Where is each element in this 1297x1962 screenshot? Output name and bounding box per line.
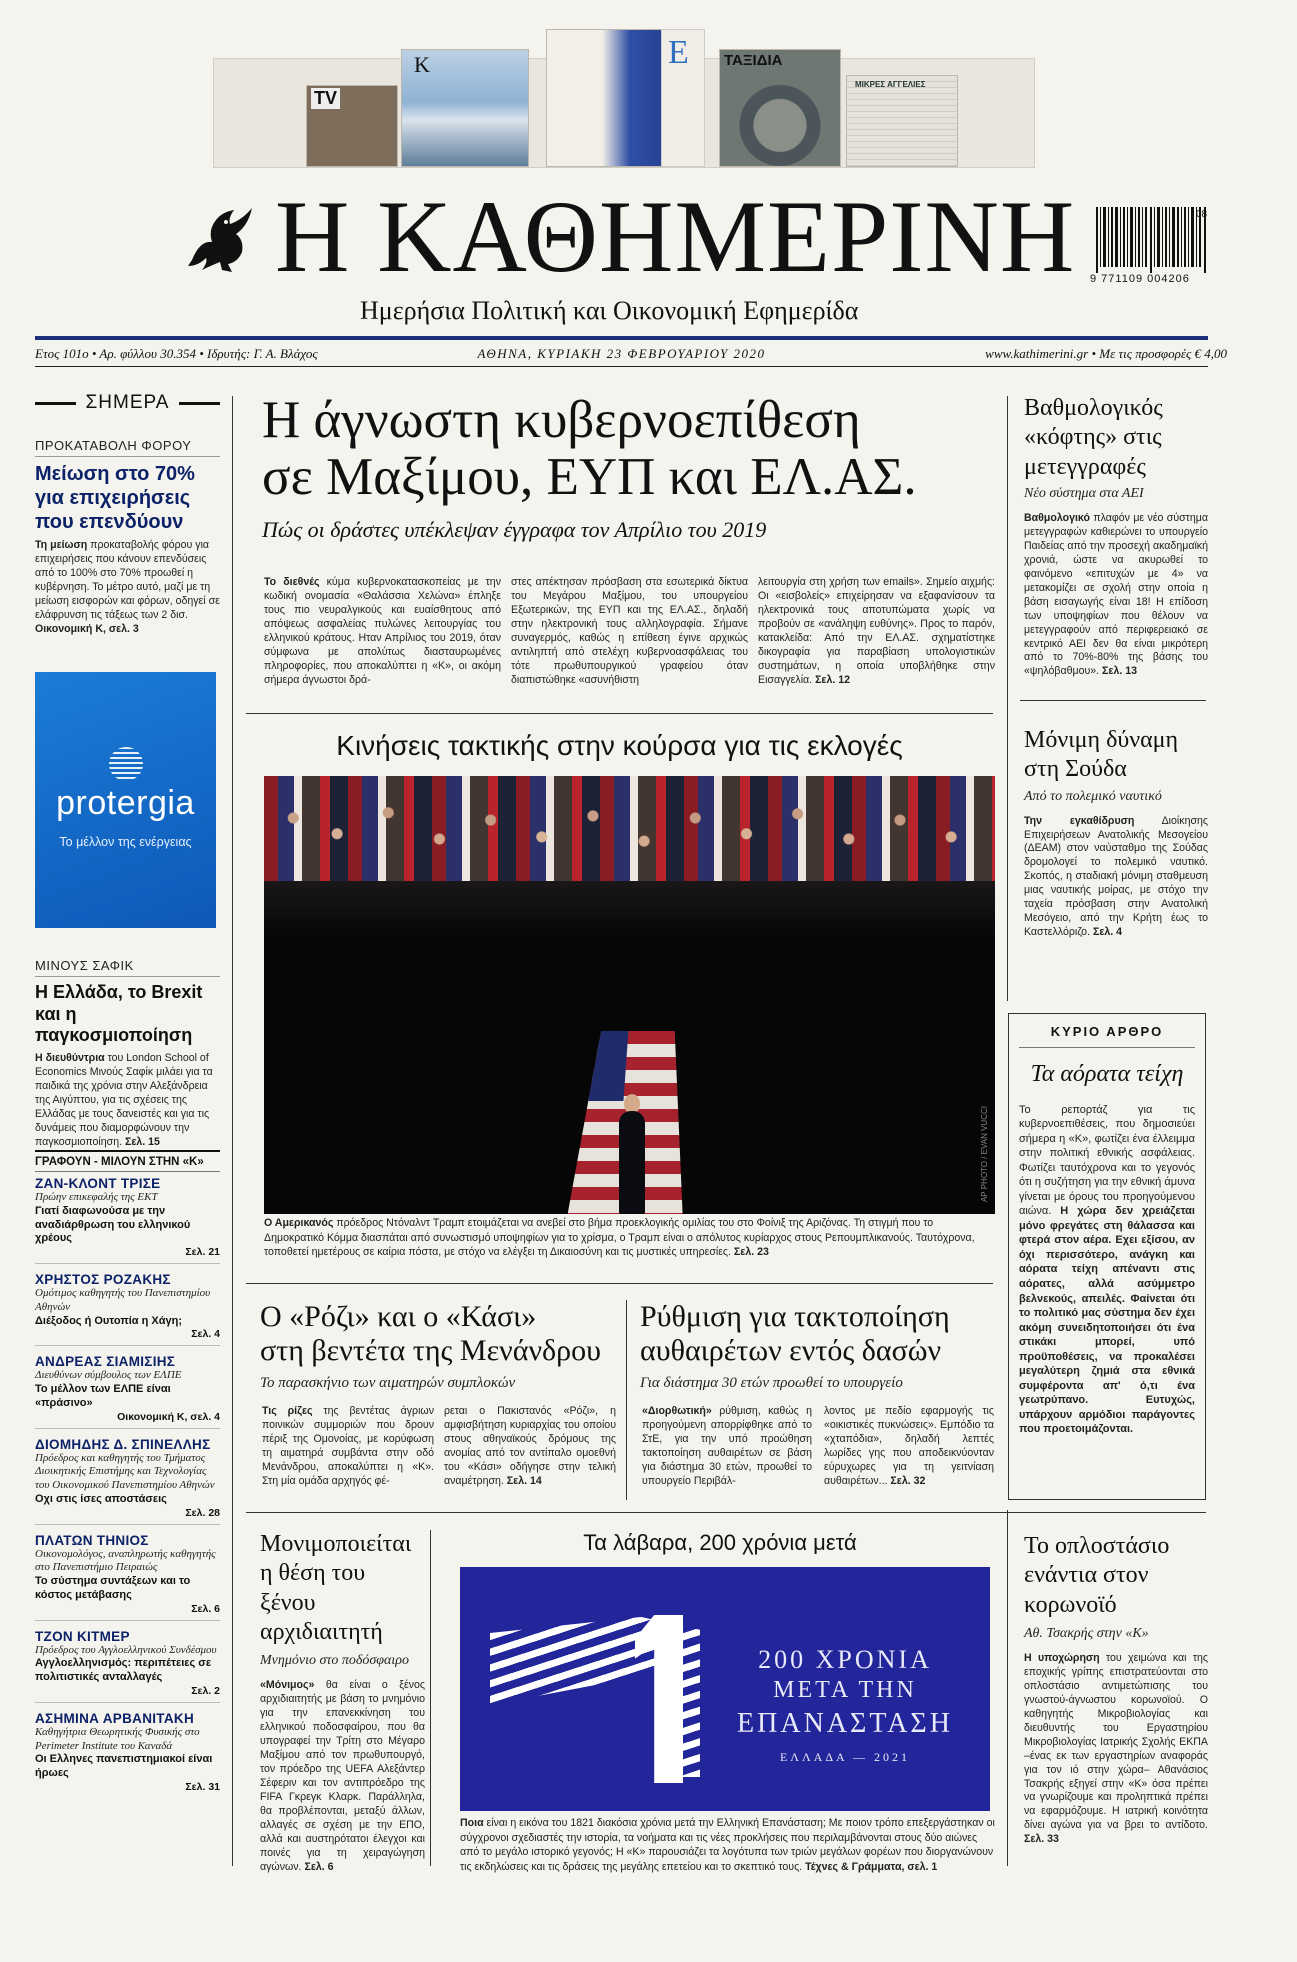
writer-name: ΠΛΑΤΩΝ ΤΗΝΙΟΣ — [35, 1532, 149, 1548]
corona-body: Η υποχώρηση του χειμώνα και της εποχικής γρίπης επιστρατεύονται στο οπλοστάσιο αντιμετώπισης του γνωστού-άγνωστου κορωνοϊού. Ο καθηγητής Μικροβιολογίας και διευθυντής του Εργαστηρίου Μικροβιολογίας Ιατρικής Σχολής ΕΚΠΑ –ένας εκ των εργαστηρίων αναφοράς για τον ιό στην χώρα– Αθανάσιος Τσακρής εξηγεί στην «Κ» όσα πρέπει να γνωρίζουμε και προληπτικά πρέπει να εφαρμόζουμε. Η ιατρική κοινότητα δίνει αγώνα για να βρει το αντίδοτο. Σελ. 33 — [1024, 1651, 1208, 1846]
today-section — [35, 392, 220, 414]
souda-body: Την εγκαθίδρυση Διοίκησης Επιχειρήσεων Ανατολικής Μεσογείου (ΔΕΑΜ) στον ναύσταθμο της Σούδας δρομολογεί το πολεμικό ναυτικό. Σκοπός, η σταδιακή μόνιμη σταθμευση μιας ναυτικής μοίρας, με στόχο την ταχεία πρόσβαση στην Ανατολική Μεσόγειο, από την Κρήτη έως το Καστελλόριζο. Σελ. 4 — [1024, 814, 1208, 939]
grades-body: Βαθμολογικό πλαφόν με νέο σύστημα μετεγγραφών καθιερώνει το υπουργείο Παιδείας από την προσεχή ακαδημαϊκή χρονιά, ώστε να ακυρωθεί το φαινόμενο «επιτυχών με 4» να μετακομίζει σε σχολή στην οποία η βάση εισαγωγής είναι 18! Η επίδοση των υποψηφίων που θέλουν να μετεγγραφούν από περιφερειακό σε κεντρικό ΑΕΙ δεν θα είναι μικρότερη από το 70%-80% της βάσης του «ψηλόβαθμου». Σελ. 13 — [1024, 511, 1208, 678]
safik-kicker: ΜΙΝΟΥΣ ΣΑΦΙΚ — [35, 958, 134, 973]
writer-role: Οικονομολόγος, αναπληρωτής καθηγητής στο Πανεπιστήμιο Πειραιώς — [35, 1547, 216, 1574]
rozi-headline-1[interactable]: Ο «Ρόζι» και ο «Κάσι» — [260, 1300, 537, 1333]
rozi-col-2: ρεται ο Πακιστανός «Ρόζι», η αμφισβήτηση κυριαρχίας του οποίου στους αθηναϊκούς δρόμους της ανομίας από τον αντίπαλο ομοεθνή του «Κάσι» οδήγησε στην τελική αναμέτρηση. Σελ. 14 — [444, 1405, 616, 1487]
right-column-divider — [1007, 396, 1008, 1001]
figure-body — [619, 1111, 645, 1214]
dateline-rule — [35, 366, 1208, 367]
editorial-box[interactable] — [1008, 1013, 1206, 1500]
protergia-brand: protergia — [56, 784, 195, 822]
writer-role: Πρόεδρος του Αγγλοελληνικού Συνδέσμου — [35, 1643, 217, 1656]
writers-section — [35, 1150, 220, 1801]
protergia-ad[interactable] — [35, 672, 216, 928]
writer-role: Πρόεδρος και καθηγητής του Τμήματος Διοικητικής Επιστήμης και Τεχνολογίας του Οικονομικού Πανεπιστημίου Αθηνών — [35, 1451, 215, 1491]
tax-headline[interactable]: Μείωση στο 70% για επιχειρήσεις που επενδύουν — [35, 463, 195, 533]
tax-kicker: ΠΡΟΚΑΤΑΒΟΛΗ ΦΟΡΟΥ — [35, 438, 192, 453]
griffin-logo-icon — [182, 200, 260, 278]
anniversary-headline[interactable]: Τα λάβαρα, 200 χρόνια μετά — [583, 1530, 857, 1555]
writer-name: ΑΝΔΡΕΑΣ ΣΙΑΜΙΣΙΗΣ — [35, 1354, 176, 1370]
protergia-tagline: Το μέλλον της ενέργειας — [59, 835, 192, 849]
writer-page: Σελ. 21 — [185, 1246, 220, 1258]
barcode-number: 9 771109 004206 — [1090, 273, 1190, 285]
writer-title[interactable]: Γιατί διαφωνούσα με την αναδιάρθρωση του ελληνικού χρέους — [35, 1204, 191, 1245]
left-column-divider — [232, 396, 233, 1866]
supplements-strip — [213, 34, 1035, 168]
football-story[interactable] — [260, 1530, 425, 1875]
editorial-headline[interactable]: Τα αόρατα τείχη — [1030, 1061, 1184, 1087]
writer-page: Σελ. 28 — [185, 1506, 220, 1519]
safik-body: Η διευθύντρια του London School of Economics Μινούς Σαφίκ μιλάει για τα παιδικά της χρόνια στην Αλεξάνδρεια της Αιγύπτου, για τις σχέσεις της Ελλάδας με τους δανειστές και για τις δυνάμεις που διαμορφώνουν την παγκοσμιοποίηση. Σελ. 15 — [35, 1051, 213, 1148]
writer-item[interactable] — [35, 1176, 220, 1264]
football-body: «Μόνιμος» θα είναι ο ξένος αρχιδιαιτητής με βάση το μνημόνιο για την επανεκκίνηση του ελληνικού ποδοσφαίρου, που θα υπογραφεί την Τρίτη στο Μέγαρο Μαξίμου από τον πρωθυπουργό, τον πρόεδρο της UEFA Αλεξάντερ Σέφεριν και τον αντιπρόεδρο της FIFA Γκρεγκ Κλαρκ. Παράλληλα, θα προβλέπονται, μεταξύ άλλων, αλλαγές σε σχέση με την ΕΠΟ, αλλά και αυστηρότατοι έλεγχοι και ποινές για τη χειραγώγηση αγώνων. Σελ. 6 — [260, 1679, 425, 1873]
today-heading: ΣΗΜΕΡΑ — [85, 392, 170, 413]
supplement-tv[interactable]: TV — [306, 85, 398, 167]
crowd-image — [264, 776, 995, 881]
writer-name: ΧΡΗΣΤΟΣ ΡΟΖΑΚΗΣ — [35, 1272, 171, 1287]
forest-headline-1[interactable]: Ρύθμιση για τακτοποίηση — [640, 1300, 950, 1333]
writer-title[interactable]: Το μέλλον των ΕΛΠΕ είναι «πράσινο» — [35, 1383, 171, 1409]
writer-title[interactable]: Αγγλοελληνισμός: περιπέτειες σε πολιτιστικές ανταλλαγές — [35, 1657, 212, 1683]
photo-rule — [246, 1283, 993, 1284]
forest-story[interactable] — [640, 1300, 1000, 1392]
writer-title[interactable]: Οι Ελληνες πανεπιστημιακοί είναι ήρωες — [35, 1753, 213, 1779]
supplement-taxidia[interactable]: ΤΑΞΙΔΙΑ — [719, 49, 841, 167]
masthead-title: Η ΚΑΘΗΜΕΡΙΝΗ — [275, 180, 1076, 294]
corona-story[interactable] — [1024, 1532, 1208, 1847]
rozi-headline-2[interactable]: στη βεντέτα της Μενάνδρου — [260, 1333, 601, 1367]
masthead-subtitle: Ημερήσια Πολιτική και Οικονομική Εφημερίδα — [360, 296, 859, 325]
supplement-e[interactable]: E — [661, 29, 705, 167]
anniversary-line-4: ΕΛΛΑΔΑ — 2021 — [779, 1750, 911, 1764]
lower-rule — [246, 1512, 1206, 1513]
writers-list — [35, 1176, 220, 1793]
right-column-divider-lower — [1007, 1510, 1008, 1866]
grades-headline[interactable]: Βαθμολογικός «κόφτης» στις μετεγγραφές — [1024, 395, 1163, 480]
writer-page: Σελ. 4 — [191, 1328, 220, 1341]
writers-heading: ΓΡΑΦΟΥΝ - ΜΙΛΟΥΝ ΣΤΗΝ «Κ» — [35, 1156, 204, 1168]
corona-headline[interactable]: Το οπλοστάσιο ενάντια στον κορωνοϊό — [1024, 1533, 1170, 1618]
writer-item[interactable] — [35, 1272, 220, 1346]
lead-headline-1[interactable]: Η άγνωστη κυβερνοεπίθεση — [262, 391, 861, 449]
writer-name: ΔΙΟΜΗΔΗΣ Δ. ΣΠΙΝΕΛΛΗΣ — [35, 1436, 211, 1452]
editorial-body: Το ρεπορτάζ για τις κυβερνοεπιθέσεις, που δημοσιεύει σήμερα η «Κ», φωτίζει ένα έλλειμμα στην πολιτική εθνικής ασφάλειας. Φωτίζει ταυτόχρονα και το γεγονός ότι η συζήτηση για την εθνική άμυνα γίνεται με όρους του προηγούμενου αιώνα. Η χώρα δεν χρειάζεται μόνο φρεγάτες στη θάλασσα και φτερά στον αέρα. Εχει εξίσου, αν όχι περισσότερο, ανάγκη και αόρατα τείχη απέναντι στις αόρατες, αλλά ασύμμετρο βελνεκούς, απειλές. Φαίνεται ότι το πολιτικό μας σύστημα δεν έχει ακόμη συνειδητοποιήσει ότι ένα στικάκι μπορεί, υπό προϋποθέσεις, να προκαλέσει μεγαλύτερη ζημιά στα εθνικά συμφέροντα απ' ό,τι ένα γεωτρύπανο. Ευτυχώς, υπάρχουν αρμόδιοι παράγοντες που προετοιμάζονται. — [1019, 1103, 1195, 1436]
dateline-date: ΑΘΗΝΑ, ΚΥΡΙΑΚΗ 23 ΦΕΒΡΟΥΑΡΙΟΥ 2020 — [477, 346, 766, 361]
football-headline[interactable]: Μονιμοποιείται η θέση του ξένου αρχιδιαιτητή — [260, 1531, 412, 1645]
elections-caption: Ο Αμερικανός πρόεδρος Ντόναλντ Τραμπ ετοιμάζεται να ανεβεί στο βήμα προεκλογικής ομιλίας του στο Φοίνιξ της Αριζόνας. Τη στιγμή που το Δημοκρατικό Κόμμα διασπάται από συνωστισμό υποψηφίων για το χρίσμα, ο Τραμπ είναι ο απόλυτος κυρίαρχος στους Ρεπουμπλικανούς. Ταυτόχρονα, τοποθετεί ημετέρους σε καίρια πόστα, με στόχο να ελέγξει τη Δικαιοσύνη και τις μυστικές υπηρεσίες. Σελ. 23 — [264, 1217, 975, 1259]
tax-body: Τη μείωση προκαταβολής φόρου για επιχειρήσεις που κάνουν επενδύσεις από το 100% στο 70% προωθεί η κυβέρνηση. Το μέτρο αυτό, μαζί με τη μείωση εισφορών και φόρων, οδηγεί σε ελάφρυνση τις τάξεως των 2 δισ. Οικονομική Κ, σελ. 3 — [35, 539, 220, 635]
writer-role: Διευθύνων σύμβουλος των ΕΛΠΕ — [35, 1369, 182, 1382]
football-subhead: Μνημόνιο στο ποδόσφαιρο — [260, 1653, 409, 1669]
editorial-label: ΚΥΡΙΟ ΑΡΘΡΟ — [1050, 1024, 1164, 1039]
souda-headline[interactable]: Μόνιμη δύναμη στη Σούδα — [1024, 727, 1179, 783]
safik-brief[interactable] — [35, 958, 220, 1150]
lead-story-rule — [246, 713, 993, 714]
writer-divider — [35, 1702, 220, 1703]
grades-subhead: Νέο σύστημα στα ΑΕΙ — [1024, 485, 1144, 501]
anniversary-logo[interactable] — [460, 1567, 990, 1811]
writer-page: Σελ. 2 — [191, 1684, 220, 1697]
football-divider — [430, 1530, 431, 1866]
writer-role: Καθηγήτρια Θεωρητικής Φυσικής στο Perimeter Institute του Καναδά — [35, 1725, 200, 1752]
writer-page: Σελ. 6 — [191, 1602, 220, 1615]
anniversary-number-one-icon — [635, 1615, 683, 1783]
writer-item[interactable] — [35, 1711, 220, 1793]
elections-headline[interactable]: Κινήσεις τακτικής στην κούρσα για τις εκλογές — [336, 730, 903, 761]
writer-item[interactable] — [35, 1629, 220, 1703]
writer-name: ΤΖΟΝ ΚΙΤΜΕΡ — [35, 1628, 130, 1644]
writer-divider — [35, 1345, 220, 1346]
writer-name: ΑΣΗΜΙΝΑ ΑΡΒΑΝΙΤΑΚΗ — [35, 1710, 194, 1726]
lead-headline-2[interactable]: σε Μαξίμου, ΕΥΠ και ΕΛ.ΑΣ. — [262, 447, 917, 506]
photo-credit: AP PHOTO / EVAN VUCCI — [980, 1106, 989, 1203]
writer-title[interactable]: Οχι στις ίσες αποστάσεις — [35, 1492, 167, 1505]
forest-headline-2[interactable]: αυθαιρέτων εντός δασών — [640, 1333, 942, 1367]
anniversary-line-2: ΜΕΤΑ ΤΗΝ — [773, 1677, 917, 1703]
lead-subhead: Πώς οι δράστες υπέκλεψαν έγγραφα τον Απρίλιο του 2019 — [262, 517, 767, 543]
supplement-k[interactable]: K — [401, 49, 529, 167]
writer-item[interactable] — [35, 1437, 220, 1525]
trump-rally-photo[interactable] — [264, 776, 995, 1214]
right-rule-1 — [1020, 700, 1206, 701]
writer-name: ΖΑΝ-ΚΛΟΝΤ ΤΡΙΣΕ — [35, 1176, 161, 1191]
writer-item[interactable] — [35, 1533, 220, 1621]
dateline-price[interactable]: www.kathimerini.gr • Με τις προσφορές € 4,00 — [985, 346, 1227, 361]
rozi-subhead: Το παρασκήνιο των αιματηρών συμπλοκών — [260, 1375, 516, 1392]
souda-subhead: Από το πολεμικό ναυτικό — [1024, 788, 1162, 804]
safik-headline[interactable]: Η Ελλάδα, το Brexit και η παγκοσμιοποίηση — [35, 982, 203, 1046]
forest-subhead: Για διάστημα 30 ετών προωθεί το υπουργείο — [640, 1375, 903, 1392]
masthead-rule — [35, 336, 1208, 340]
barcode-extra: 08 — [1196, 209, 1208, 220]
writer-divider — [35, 1524, 220, 1525]
writer-item[interactable] — [35, 1354, 220, 1428]
mid-divider — [626, 1300, 627, 1500]
forest-col-2: λοντος με πεδίο εφαρμογής τις «οικιστικές πυκνώσεις». Εμπόδιο τα «χταπόδια», δηλαδή λεπτές λωρίδες γης που αποδεικνύονταν εύρυχωρες για τη γειτνίαση αυθαιρέτων... Σελ. 32 — [824, 1405, 994, 1487]
writer-page: Οικονομική Κ, σελ. 4 — [117, 1410, 220, 1423]
anniversary-caption: Ποια είναι η εικόνα του 1821 διακόσια χρόνια μετά την Ελληνική Επανάσταση; Με ποιον τρόπο επεξεργάστηκαν οι σύγχρονοι σχεδιαστές την ιστορία, τα νοήματα και τις νέες προκλήσεις που περιλαμβάνονται στους δύο αιώνες από το μεγάλο ιστορικό γεγονός; Η «Κ» παρουσιάζει τα λογότυπα των τριών μεγάλων φορέων που διοργανώνουν τις εκδηλώσεις και τις δράσεις της μεγάλης επετείου και το σκεπτικό τους. Τέχνες & Γράμματα, σελ. 1 — [460, 1817, 995, 1873]
writer-divider — [35, 1263, 220, 1264]
lead-col-3: λειτουργία στη χρήση των emails». Σημείο αιχμής: Οι «εισβολείς» επιχείρησαν να εξαφανίσουν τα ηλεκτρονικά τους αποτυπώματα χωρίς να προβούν σε «ανάληψη ευθύνης». Προς το παρόν, κατακλείδα: Από την ΕΛ.ΑΣ. σχηματίστηκε δικογραφία για παραβίαση υπολογιστικών συστημάτων, η οποία υποβλήθηκε στην Εισαγγελία. Σελ. 12 — [758, 576, 995, 686]
lead-col-1: Το διεθνές κύμα κυβερνοκατασκοπείας με την κωδική ονομασία «Θαλάσσια Χελώνα» έπληξε τους πιο νευραλγικούς και ευαίσθητους από απόψεως ασφαλείας πυλώνες λειτουργίας του ελληνικού κράτους. Ηταν Απρίλιος του 2019, όταν σύμφωνα με απολύτως διασταυρωμένες πληροφορίες, που αποκαλύπτει η «Κ», οι ακόμη σήμερα άγνωστοι δρά- — [264, 576, 501, 686]
protergia-logo-icon — [109, 747, 143, 781]
rozi-col-1: Τις ρίζες της βεντέτας άγριων ποινικών συμμοριών που δρουν πέριξ της Ομονοίας, με κορύφωση τη αιματηρά συμβάντα στην οδό Μενάνδρου, αποκαλύπτει η «Κ». Στη μία ομάδα αρχηγός φέ- — [262, 1405, 434, 1487]
writer-role: Ομότιμος καθηγητής του Πανεπιστημίου Αθηνών — [35, 1287, 211, 1313]
writer-title[interactable]: Το σύστημα συντάξεων και το κόστος μετάβασης — [35, 1575, 191, 1601]
anniversary-line-3: ΕΠΑΝΑΣΤΑΣΗ — [737, 1708, 953, 1739]
grades-story[interactable] — [1024, 394, 1208, 679]
forest-col-1: «Διορθωτική» ρύθμιση, καθώς η προηγούμενη απορρίφθηκε από το ΣτΕ, για την υπό προώθηση τακτοποίηση αυθαιρέτων σε βάση για διάστημα 30 ετών, προωθεί το υπουργείο Περιβάλ- — [642, 1405, 812, 1487]
barcode-icon — [1096, 207, 1208, 273]
souda-story[interactable] — [1024, 726, 1208, 940]
lead-story[interactable] — [262, 392, 1002, 543]
anniversary-line-1: 200 ΧΡΟΝΙΑ — [758, 1645, 932, 1674]
lead-col-2: στες απέκτησαν πρόσβαση στα εσωτερικά δίκτυα του Μεγάρου Μαξίμου, του υπουργείου Εξωτερικών, της ΕΥΠ και της ΕΛ.ΑΣ., δηλαδή στην ηλεκτρονική τους αλληλογραφία. Σήμανε συναγερμός, καθώς η επίθεση έγινε αρχικώς αντιληπτή από στελέχη κυβερνοασφάλειας του τότε πρωθυπουργικού γραφείου όταν διαπιστώθηκε «ασυνήθιστη — [511, 576, 748, 686]
writer-divider — [35, 1620, 220, 1621]
writer-divider — [35, 1428, 220, 1429]
corona-subhead: Αθ. Τσακρής στην «Κ» — [1024, 1625, 1149, 1641]
writer-title[interactable]: Διέξοδος ή Ουτοπία η Χάγη; — [35, 1314, 182, 1327]
writer-page: Σελ. 31 — [185, 1780, 220, 1793]
writer-role: Πρώην επικεφαλής της ΕΚΤ — [35, 1191, 158, 1203]
rozi-story[interactable] — [260, 1300, 620, 1392]
supplement-classifieds[interactable]: ΜΙΚΡΕΣ ΑΓΓΕΛΙΕΣ — [846, 75, 958, 167]
tax-brief[interactable] — [35, 438, 220, 637]
dateline-issue: Ετος 101ο • Αρ. φύλλου 30.354 • Ιδρυτής: Γ. Α. Βλάχος — [35, 346, 318, 361]
